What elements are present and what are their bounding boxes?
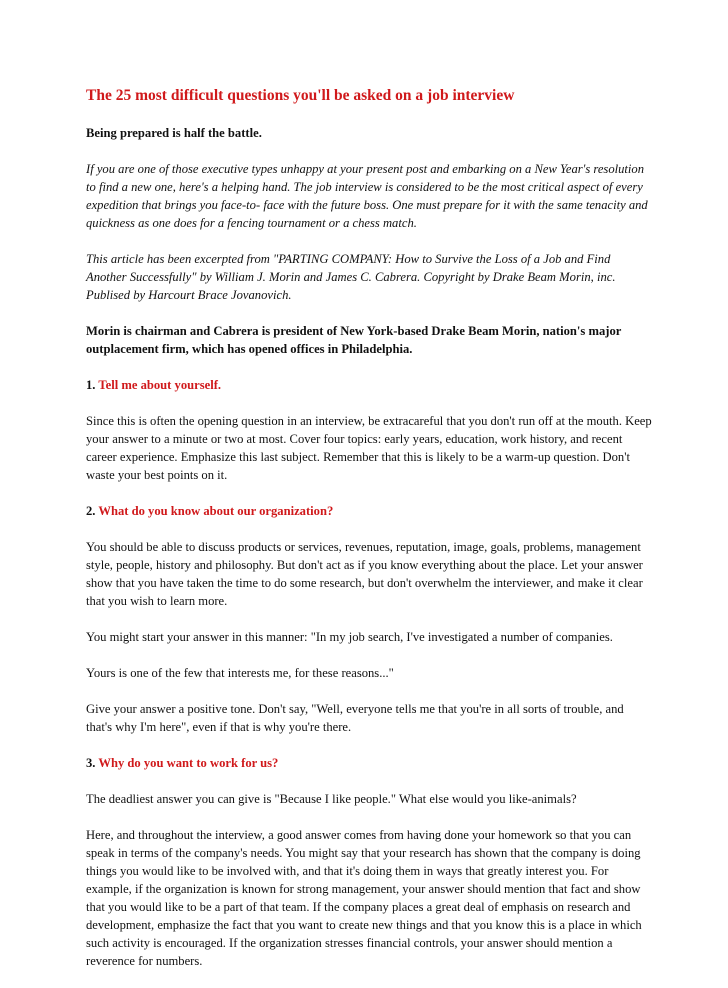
question-text: Tell me about yourself.	[98, 378, 222, 392]
answer-paragraph: Give your answer a positive tone. Don't say, "Well, everyone tells me that you're in all sorts of trouble, and that's why I'm here", even if that is why you're there.	[86, 702, 624, 734]
question-text: Why do you want to work for us?	[98, 756, 279, 770]
question-number: 2.	[86, 504, 96, 518]
answer-paragraph: You should be able to discuss products or services, revenues, reputation, image, goals, problems, management style, people, history and philosophy. But don't act as if you know everything about the place. Let your answer show that you have taken the time to do some research, but don't overwhelm the interviewer, and make it clear that you wish to learn more.	[86, 540, 643, 608]
answer-paragraph: Yours is one of the few that interests me, for these reasons..."	[86, 666, 394, 680]
question-heading-2	[86, 502, 652, 520]
question-text: What do you know about our organization?	[98, 504, 334, 518]
intro-paragraph: If you are one of those executive types unhappy at your present post and embarking on a New Year's resolution to find a new one, here's a helping hand. The job interview is considered to be the most critical aspect of every expedition that brings you face-to- face with the future boss. One must prepare for it with the same tenacity and quickness as one does for a fencing tournament or a chess match.	[86, 162, 648, 230]
document-page	[86, 86, 652, 988]
question-heading-3	[86, 754, 652, 772]
question-heading-1	[86, 376, 652, 394]
document-title: The 25 most difficult questions you'll be asked on a job interview	[86, 87, 515, 104]
answer-paragraph: Since this is often the opening question in an interview, be extracareful that you don't run off at the mouth. Keep your answer to a minute or two at most. Cover four topics: early years, education, work history, and recent career experience. Emphasize this last subject. Remember that this is likely to be a warm-up question. Don't waste your best points on it.	[86, 414, 652, 482]
question-number: 1.	[86, 378, 96, 392]
document-subtitle: Being prepared is half the battle.	[86, 126, 262, 140]
excerpt-note: This article has been excerpted from "PARTING COMPANY: How to Survive the Loss of a Job and Find Another Successfully" by William J. Morin and James C. Cabrera. Copyright by Drake Beam Morin, inc. Publised by Harcourt Brace Jovanovich.	[86, 252, 616, 302]
answer-paragraph: The deadliest answer you can give is "Because I like people." What else would you like-animals?	[86, 792, 577, 806]
answer-paragraph: Here, and throughout the interview, a good answer comes from having done your homework so that you can speak in terms of the company's needs. You might say that your research has shown that the company is doing things you would like to be involved with, and that it's doing them in ways that greatly interest you. For example, if the organization is known for strong management, your answer should mention that fact and show that you would like to be a part of that team. If the company places a great deal of emphasis on research and development, emphasize the fact that you want to create new things and that you know this is a place in which such activity is encouraged. If the organization stresses financial controls, your answer should mention a reverence for numbers.	[86, 828, 642, 968]
question-number: 3.	[86, 756, 96, 770]
answer-paragraph: You might start your answer in this manner: "In my job search, I've investigated a number of companies.	[86, 630, 613, 644]
authors-note: Morin is chairman and Cabrera is president of New York-based Drake Beam Morin, nation's major outplacement firm, which has opened offices in Philadelphia.	[86, 324, 622, 356]
